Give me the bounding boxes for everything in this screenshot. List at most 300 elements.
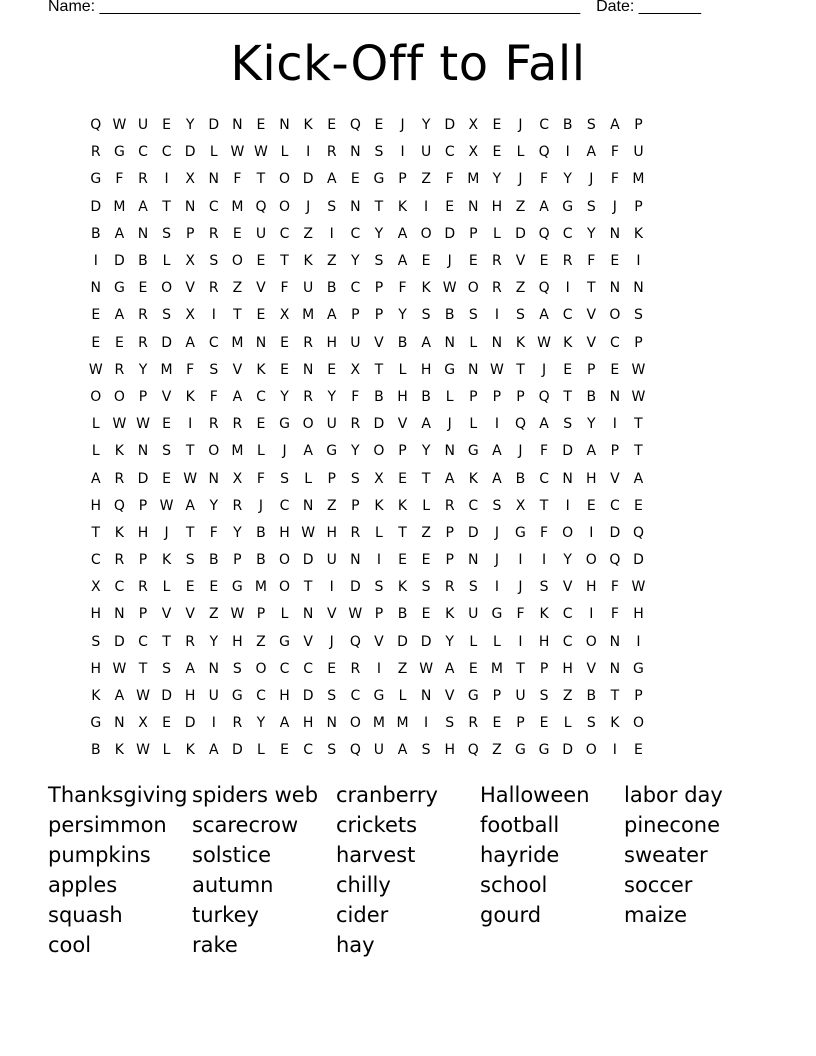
grid-letter[interactable]: Q [349,633,361,650]
grid-letter[interactable]: C [303,742,314,759]
grid-letter[interactable]: E [162,470,171,487]
grid-letter[interactable]: E [421,606,431,623]
grid-letter[interactable]: V [562,579,573,596]
grid-letter[interactable]: A [492,470,502,487]
grid-letter[interactable]: S [280,470,289,487]
grid-letter[interactable]: L [162,253,171,270]
grid-letter[interactable]: U [326,416,337,433]
grid-letter[interactable]: S [185,552,195,569]
grid-letter[interactable]: X [232,470,243,487]
grid-letter[interactable]: P [634,334,643,351]
grid-letter[interactable]: P [138,497,148,514]
grid-letter[interactable]: M [490,660,503,677]
grid-letter[interactable]: I [636,633,641,650]
grid-letter[interactable]: N [468,198,479,215]
grid-letter[interactable]: J [589,171,594,188]
grid-letter[interactable]: K [303,253,313,270]
grid-letter[interactable]: L [91,416,100,433]
grid-letter[interactable]: W [88,361,103,378]
grid-letter[interactable]: D [231,742,243,759]
grid-letter[interactable]: Q [514,416,526,433]
grid-letter[interactable]: S [421,307,431,324]
grid-letter[interactable]: W [136,688,150,705]
grid-letter[interactable]: P [138,388,148,405]
grid-letter[interactable]: K [397,198,408,215]
grid-letter[interactable]: W [301,524,316,541]
grid-letter[interactable]: D [302,552,314,569]
grid-letter[interactable]: G [279,416,290,433]
grid-letter[interactable]: X [138,715,148,732]
grid-letter[interactable]: T [185,443,195,460]
grid-letter[interactable]: T [539,497,549,514]
grid-letter[interactable]: L [469,334,478,351]
grid-letter[interactable]: C [350,280,361,297]
grid-letter[interactable]: F [516,606,525,623]
grid-letter[interactable]: G [90,171,102,188]
grid-letter[interactable]: G [562,198,574,215]
grid-letter[interactable]: O [279,198,291,215]
grid-letter[interactable]: A [610,117,620,134]
grid-letter[interactable]: C [539,117,549,134]
grid-letter[interactable]: P [185,225,195,242]
grid-letter[interactable]: N [468,552,479,569]
grid-letter[interactable]: T [303,579,313,596]
grid-letter[interactable]: O [373,443,385,460]
grid-letter[interactable]: L [445,388,454,405]
grid-letter[interactable]: D [161,334,172,351]
grid-letter[interactable]: T [516,660,525,677]
grid-letter[interactable]: T [91,524,101,541]
grid-letter[interactable]: Z [232,280,243,297]
grid-letter[interactable]: I [494,579,499,596]
grid-letter[interactable]: S [634,307,643,324]
grid-letter[interactable]: A [421,416,431,433]
grid-letter[interactable]: I [518,633,523,650]
grid-letter[interactable]: T [374,361,384,378]
grid-letter[interactable]: H [586,579,597,596]
grid-letter[interactable]: P [398,171,407,188]
grid-letter[interactable]: R [90,144,101,161]
grid-letter[interactable]: J [282,443,287,460]
grid-letter[interactable]: E [327,361,337,378]
grid-letter[interactable]: Z [562,688,573,705]
grid-letter[interactable]: W [442,280,457,297]
grid-letter[interactable]: V [444,688,455,705]
grid-letter[interactable]: F [186,361,195,378]
grid-letter[interactable]: M [231,198,244,215]
grid-letter[interactable]: T [162,198,171,215]
grid-letter[interactable]: E [162,715,171,732]
grid-letter[interactable]: W [136,742,150,759]
grid-letter[interactable]: R [138,171,148,188]
grid-letter[interactable]: C [279,660,290,677]
grid-letter[interactable]: L [91,443,100,460]
grid-letter[interactable]: Z [256,633,266,650]
grid-letter[interactable]: B [374,388,384,405]
grid-letter[interactable]: H [397,388,408,405]
grid-letter[interactable]: V [586,307,597,324]
grid-letter[interactable]: G [491,606,503,623]
grid-letter[interactable]: V [397,416,408,433]
grid-letter[interactable]: D [302,171,314,188]
grid-letter[interactable]: S [327,742,337,759]
grid-letter[interactable]: S [232,660,242,677]
grid-letter[interactable]: P [539,660,549,677]
grid-letter[interactable]: I [329,225,334,242]
grid-letter[interactable]: I [188,416,193,433]
grid-letter[interactable]: W [631,388,646,405]
grid-letter[interactable]: C [208,334,219,351]
grid-letter[interactable]: H [491,198,503,215]
grid-letter[interactable]: Y [374,225,384,242]
grid-letter[interactable]: E [374,117,384,134]
grid-letter[interactable]: W [159,497,174,514]
grid-letter[interactable]: A [492,443,502,460]
grid-letter[interactable]: F [398,280,407,297]
grid-letter[interactable]: S [539,688,549,705]
grid-letter[interactable]: B [90,225,101,242]
grid-letter[interactable]: G [90,715,102,732]
grid-letter[interactable]: T [256,171,266,188]
grid-letter[interactable]: F [209,388,218,405]
grid-letter[interactable]: S [374,144,384,161]
grid-letter[interactable]: I [329,579,334,596]
grid-letter[interactable]: W [183,470,198,487]
grid-letter[interactable]: H [326,334,337,351]
grid-letter[interactable]: A [539,307,549,324]
grid-letter[interactable]: G [515,524,526,541]
grid-letter[interactable]: U [303,280,314,297]
grid-letter[interactable]: N [609,280,621,297]
grid-letter[interactable]: P [327,470,336,487]
grid-letter[interactable]: G [538,742,550,759]
grid-letter[interactable]: S [327,688,337,705]
grid-letter[interactable]: E [610,253,620,270]
grid-letter[interactable]: D [114,253,125,270]
grid-letter[interactable]: O [231,253,243,270]
grid-letter[interactable]: Y [586,416,596,433]
grid-letter[interactable]: A [586,144,597,161]
grid-letter[interactable]: C [303,660,314,677]
grid-letter[interactable]: K [468,470,478,487]
grid-letter[interactable]: R [303,388,313,405]
grid-letter[interactable]: O [208,443,220,460]
grid-letter[interactable]: P [351,307,360,324]
grid-letter[interactable]: U [350,334,361,351]
grid-letter[interactable]: H [586,470,597,487]
grid-letter[interactable]: A [444,470,455,487]
grid-letter[interactable]: C [444,144,455,161]
grid-letter[interactable]: A [114,307,125,324]
grid-letter[interactable]: O [420,225,432,242]
grid-letter[interactable]: T [586,280,596,297]
grid-letter[interactable]: E [162,416,171,433]
grid-letter[interactable]: T [421,470,431,487]
grid-letter[interactable]: N [232,117,243,134]
grid-letter[interactable]: A [232,388,243,405]
grid-letter[interactable]: S [162,660,172,677]
grid-letter[interactable]: Z [397,660,408,677]
grid-letter[interactable]: E [114,334,124,351]
grid-letter[interactable]: N [114,715,125,732]
grid-letter[interactable]: C [539,470,549,487]
grid-letter[interactable]: E [256,253,266,270]
grid-letter[interactable]: N [609,660,621,677]
grid-letter[interactable]: C [161,144,172,161]
grid-letter[interactable]: V [374,334,384,351]
grid-letter[interactable]: Y [492,171,502,188]
grid-letter[interactable]: C [138,633,148,650]
grid-letter[interactable]: N [491,334,503,351]
grid-letter[interactable]: U [633,144,644,161]
grid-letter[interactable]: Y [351,253,360,270]
grid-letter[interactable]: K [397,497,408,514]
grid-letter[interactable]: G [467,443,479,460]
grid-letter[interactable]: A [326,307,337,324]
grid-letter[interactable]: D [515,225,526,242]
grid-letter[interactable]: P [374,606,384,623]
grid-letter[interactable]: W [631,579,646,596]
grid-letter[interactable]: F [280,280,289,297]
grid-letter[interactable]: G [515,742,526,759]
grid-letter[interactable]: A [539,416,549,433]
grid-letter[interactable]: C [114,579,125,596]
grid-letter[interactable]: A [114,688,125,705]
grid-letter[interactable]: D [467,524,479,541]
grid-letter[interactable]: I [518,552,523,569]
grid-letter[interactable]: P [445,524,454,541]
grid-letter[interactable]: G [467,688,479,705]
grid-letter[interactable]: V [185,606,195,623]
grid-letter[interactable]: K [303,117,313,134]
grid-letter[interactable]: N [279,117,290,134]
grid-letter[interactable]: U [515,688,526,705]
grid-letter[interactable]: X [468,117,479,134]
grid-letter[interactable]: O [255,660,267,677]
grid-letter[interactable]: H [184,688,196,705]
grid-letter[interactable]: G [231,579,243,596]
grid-letter[interactable]: D [562,443,574,460]
grid-letter[interactable]: R [114,470,125,487]
grid-letter[interactable]: K [256,361,266,378]
grid-letter[interactable]: N [255,334,267,351]
grid-letter[interactable]: A [633,470,644,487]
grid-letter[interactable]: E [610,361,620,378]
grid-letter[interactable]: R [492,280,502,297]
grid-letter[interactable]: I [612,742,617,759]
grid-letter[interactable]: E [468,253,478,270]
grid-letter[interactable]: C [350,225,361,242]
grid-letter[interactable]: S [421,742,431,759]
grid-letter[interactable]: C [562,307,573,324]
grid-letter[interactable]: L [492,633,501,650]
grid-letter[interactable]: F [610,606,619,623]
grid-letter[interactable]: V [303,633,313,650]
grid-letter[interactable]: N [302,606,314,623]
grid-letter[interactable]: T [162,633,171,650]
grid-letter[interactable]: B [586,388,597,405]
grid-letter[interactable]: I [565,144,570,161]
grid-letter[interactable]: S [586,117,596,134]
grid-letter[interactable]: E [256,117,266,134]
grid-letter[interactable]: P [469,225,478,242]
grid-letter[interactable]: U [326,552,337,569]
grid-letter[interactable]: N [137,225,149,242]
grid-letter[interactable]: D [114,633,125,650]
grid-letter[interactable]: M [160,361,173,378]
grid-letter[interactable]: R [326,144,337,161]
grid-letter[interactable]: E [539,715,549,732]
grid-letter[interactable]: D [420,633,432,650]
grid-letter[interactable]: O [585,742,597,759]
grid-letter[interactable]: R [350,660,361,677]
grid-letter[interactable]: K [161,552,172,569]
grid-letter[interactable]: L [469,633,478,650]
grid-letter[interactable]: E [421,552,431,569]
grid-letter[interactable]: T [516,361,525,378]
grid-letter[interactable]: K [185,388,195,405]
grid-letter[interactable]: V [232,361,243,378]
grid-letter[interactable]: V [586,334,597,351]
grid-letter[interactable]: I [565,280,570,297]
grid-letter[interactable]: I [424,715,429,732]
grid-letter[interactable]: N [208,171,219,188]
grid-letter[interactable]: Y [421,443,431,460]
grid-letter[interactable]: T [185,524,195,541]
grid-letter[interactable]: K [445,606,455,623]
grid-letter[interactable]: Q [467,742,479,759]
grid-letter[interactable]: A [91,470,101,487]
grid-letter[interactable]: I [211,715,216,732]
grid-letter[interactable]: N [468,361,479,378]
grid-letter[interactable]: S [209,361,219,378]
grid-letter[interactable]: X [515,497,526,514]
grid-letter[interactable]: N [350,198,361,215]
grid-letter[interactable]: E [138,280,148,297]
grid-letter[interactable]: D [633,552,644,569]
grid-letter[interactable]: W [537,334,551,351]
grid-letter[interactable]: E [256,416,266,433]
grid-letter[interactable]: J [164,524,169,541]
grid-letter[interactable]: P [516,388,525,405]
grid-letter[interactable]: S [445,715,455,732]
grid-letter[interactable]: A [185,660,195,677]
grid-letter[interactable]: Y [185,117,195,134]
grid-letter[interactable]: X [185,171,195,188]
grid-letter[interactable]: D [208,117,220,134]
grid-letter[interactable]: I [589,606,594,623]
grid-letter[interactable]: A [208,742,219,759]
grid-letter[interactable]: X [185,307,195,324]
grid-letter[interactable]: J [447,416,452,433]
grid-letter[interactable]: Z [492,742,502,759]
grid-letter[interactable]: Y [327,388,337,405]
grid-letter[interactable]: H [326,524,337,541]
grid-letter[interactable]: Z [303,225,313,242]
grid-letter[interactable]: A [444,660,455,677]
grid-letter[interactable]: R [114,361,125,378]
grid-letter[interactable]: A [185,497,195,514]
grid-letter[interactable]: E [398,552,407,569]
grid-letter[interactable]: C [138,144,148,161]
grid-letter[interactable]: E [232,225,242,242]
grid-letter[interactable]: L [398,688,407,705]
grid-letter[interactable]: N [609,225,621,242]
date-field[interactable]: Date: _______ [596,0,702,15]
grid-letter[interactable]: F [233,171,242,188]
grid-letter[interactable]: M [231,443,244,460]
grid-letter[interactable]: S [327,198,337,215]
grid-letter[interactable]: E [539,253,549,270]
grid-letter[interactable]: S [586,715,596,732]
grid-letter[interactable]: D [444,117,456,134]
grid-letter[interactable]: L [280,144,289,161]
grid-letter[interactable]: M [467,171,480,188]
grid-letter[interactable]: Y [586,225,596,242]
grid-letter[interactable]: O [302,416,314,433]
grid-letter[interactable]: P [587,361,596,378]
grid-letter[interactable]: R [185,633,196,650]
grid-letter[interactable]: M [396,715,409,732]
grid-letter[interactable]: A [279,715,290,732]
grid-letter[interactable]: W [112,660,127,677]
grid-letter[interactable]: J [518,443,523,460]
grid-letter[interactable]: S [209,253,219,270]
grid-letter[interactable]: N [633,280,644,297]
grid-letter[interactable]: P [374,307,384,324]
grid-letter[interactable]: S [421,579,431,596]
grid-letter[interactable]: L [516,144,525,161]
grid-letter[interactable]: X [350,361,361,378]
grid-letter[interactable]: S [492,497,502,514]
grid-letter[interactable]: E [327,660,337,677]
grid-letter[interactable]: I [589,524,594,541]
grid-letter[interactable]: Y [256,715,266,732]
grid-letter[interactable]: C [279,225,290,242]
grid-letter[interactable]: P [492,388,502,405]
grid-letter[interactable]: F [209,524,218,541]
grid-letter[interactable]: N [609,388,621,405]
grid-letter[interactable]: Q [255,198,267,215]
grid-letter[interactable]: V [256,280,266,297]
grid-letter[interactable]: O [279,171,291,188]
grid-letter[interactable]: P [398,443,407,460]
grid-letter[interactable]: B [256,552,266,569]
grid-letter[interactable]: I [424,198,429,215]
grid-letter[interactable]: K [114,443,124,460]
grid-letter[interactable]: L [209,144,218,161]
grid-letter[interactable]: B [421,388,431,405]
grid-letter[interactable]: I [542,552,547,569]
grid-letter[interactable]: E [280,334,289,351]
grid-letter[interactable]: B [90,742,101,759]
grid-letter[interactable]: K [421,280,431,297]
grid-letter[interactable]: H [562,660,573,677]
grid-letter[interactable]: Y [563,171,572,188]
grid-letter[interactable]: N [208,470,219,487]
grid-letter[interactable]: K [633,225,644,242]
grid-letter[interactable]: C [562,606,573,623]
grid-letter[interactable]: N [208,660,219,677]
grid-letter[interactable]: Q [90,117,102,134]
grid-letter[interactable]: D [184,715,196,732]
grid-letter[interactable]: I [400,144,405,161]
grid-letter[interactable]: L [304,470,313,487]
grid-letter[interactable]: K [114,524,124,541]
grid-letter[interactable]: A [586,443,597,460]
grid-letter[interactable]: D [184,144,196,161]
grid-letter[interactable]: Q [538,388,550,405]
